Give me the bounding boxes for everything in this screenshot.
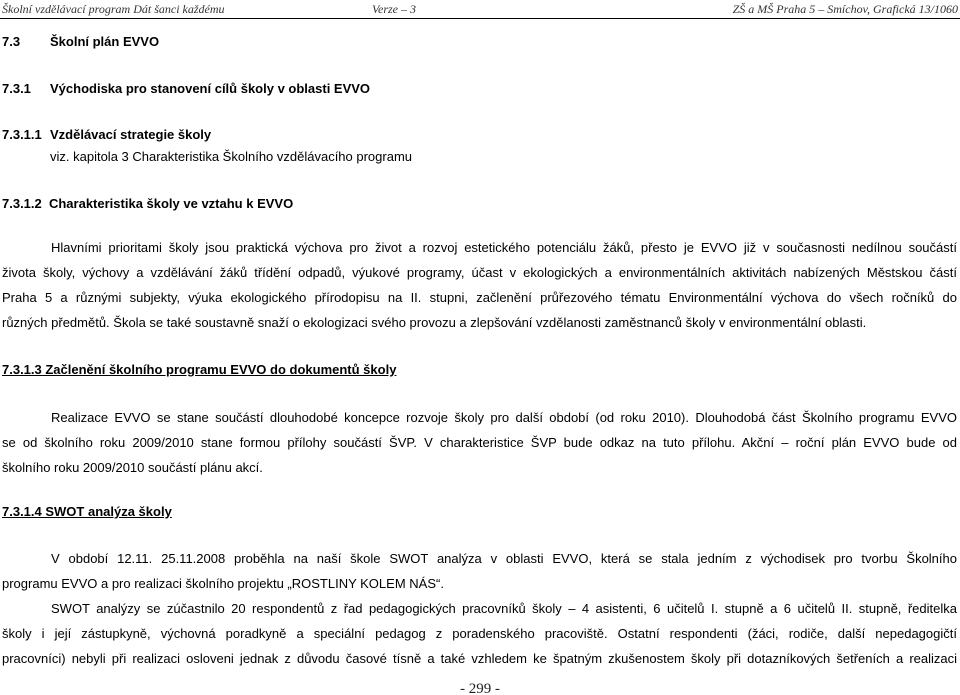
paragraph-line: Praha 5 a různými subjekty, výuka ekologického přírodopisu na II. stupni, začlenění průřezového tématu Environmentální výchova do všech ročníků do bbox=[2, 290, 957, 305]
paragraph-swot bbox=[2, 546, 957, 671]
paragraph-integration bbox=[2, 405, 957, 480]
header-school-program: Školní vzdělávací program Dát šanci každému bbox=[2, 2, 225, 16]
paragraph-line: SWOT analýzy se zúčastnilo 20 respondentů z řad pedagogických pracovníků školy – 4 asistenti, 6 učitelů I. stupně a 6 učitelů II. stupně, ředitelka bbox=[51, 601, 957, 616]
heading-title: Školní plán EVVO bbox=[50, 34, 160, 49]
heading-number: 7.3.1 bbox=[2, 81, 31, 96]
heading-7-3-1-3: 7.3.1.3 Začlenění školního programu EVVO do dokumentů školy bbox=[2, 362, 397, 377]
heading-number: 7.3.1.1 bbox=[2, 127, 42, 142]
reference-note: viz. kapitola 3 Charakteristika Školního vzdělávacího programu bbox=[50, 149, 413, 164]
paragraph-line: školy i její zástupkyně, výchovná poradkyně a speciální pedagog z poradenského pracoviště. Ostatní respondenti (žáci, rodiče, další nepedagogičtí bbox=[2, 626, 957, 641]
heading-title: Vzdělávací strategie školy bbox=[50, 127, 212, 142]
paragraph-line: Realizace EVVO se stane součástí dlouhodobé koncepce rozvoje školy pro další období (od roku 2010). Dlouhodobá část Školního programu EVVO bbox=[51, 410, 957, 425]
paragraph-line: pracovníci) nebyli při realizaci osloveni jednak z důvodu časové tísně a také vzhledem ke špatným zkušenostem školy při dotazníkových šetřeních a realizaci bbox=[2, 651, 957, 666]
paragraph-line: V období 12.11. 25.11.2008 proběhla na naší škole SWOT analýza v oblasti EVVO, která se stala jedním z východisek pro tvorbu Školního bbox=[51, 551, 957, 566]
header-divider bbox=[0, 18, 960, 19]
paragraph-line: se od školního roku 2009/2010 stane formou přílohy součástí ŠVP. V charakteristice ŠVP bude odkaz na tuto přílohu. Akční – roční plán EVVO bude od bbox=[2, 435, 957, 450]
paragraph-line: programu EVVO a pro realizaci školního projektu „ROSTLINY KOLEM NÁS“. bbox=[2, 576, 444, 591]
page-number: - 299 - bbox=[460, 681, 500, 695]
heading-7-3-1-4: 7.3.1.4 SWOT analýza školy bbox=[2, 504, 172, 519]
heading-number: 7.3 bbox=[2, 34, 21, 49]
heading-7-3 bbox=[2, 34, 159, 50]
paragraph-line: života školy, výchovy a vzdělávání žáků třídění odpadů, výukové programy, účast v ekologických a environmentálních aktivitách nabízených Městskou částí bbox=[2, 265, 957, 280]
paragraph-line: školního roku 2009/2010 součástí plánu akcí. bbox=[2, 460, 263, 475]
paragraph-characteristics bbox=[2, 235, 957, 335]
heading-title: Východiska pro stanovení cílů školy v oblasti EVVO bbox=[50, 81, 371, 96]
header-version: Verze – 3 bbox=[372, 2, 416, 16]
header-school-address: ZŠ a MŠ Praha 5 – Smíchov, Grafická 13/1060 bbox=[732, 2, 958, 16]
heading-7-3-1-1 bbox=[2, 127, 211, 143]
heading-7-3-1 bbox=[2, 81, 370, 97]
paragraph-line: různých předmětů. Škola se také soustavně snaží o ekologizaci svého provozu a zlepšování vzdělanosti zaměstnanců školy v environmentální oblasti. bbox=[2, 315, 867, 330]
heading-7-3-1-2: 7.3.1.2 Charakteristika školy ve vztahu k EVVO bbox=[2, 196, 294, 211]
paragraph-line: Hlavními prioritami školy jsou praktická výchova pro život a rozvoj estetického potenciálu žáků, přesto je EVVO již v současnosti nedílnou součástí bbox=[51, 240, 957, 255]
